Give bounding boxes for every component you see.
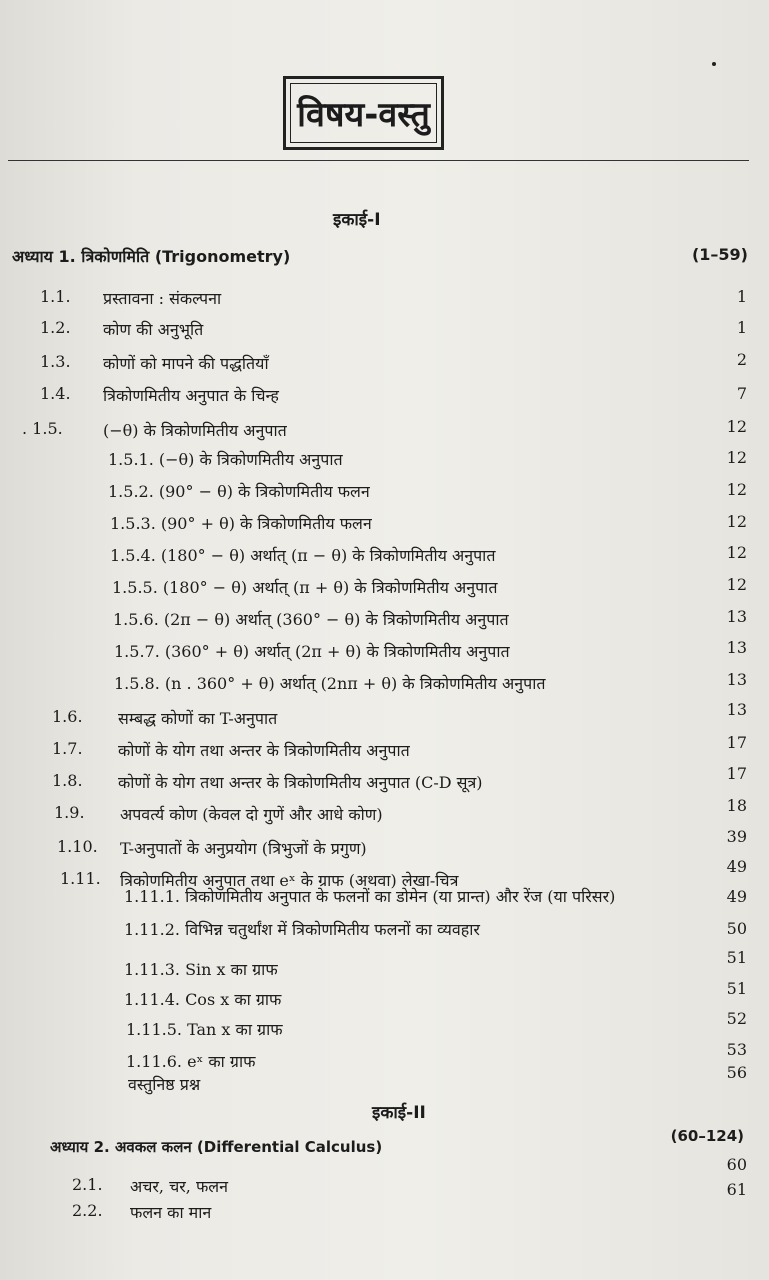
entry-page-number: 17 — [726, 733, 747, 752]
entry-page-number: 60 — [726, 1155, 747, 1174]
entry-title: सम्बद्ध कोणों का T-अनुपात — [118, 709, 278, 728]
entry-title: 1.5.6. (2π − θ) अर्थात् (360° − θ) के त्रिकोणमितीय अनुपात — [113, 610, 509, 629]
entry-title: त्रिकोणमितीय अनुपात तथा eˣ के ग्राफ (अथवा) लेखा-चित्र — [120, 871, 459, 890]
chapter-2-heading — [50, 1127, 744, 1157]
entry-title: 1.5.2. (90° − θ) के त्रिकोणमितीय फलन — [108, 482, 370, 501]
entry-title: प्रस्तावना : संकल्पना — [103, 289, 222, 308]
entry-title: वस्तुनिष्ठ प्रश्न — [128, 1075, 201, 1094]
entry-page-number: 12 — [726, 512, 747, 531]
entry-number: 1.8. — [52, 771, 83, 790]
entry-title: 1.5.8. (n . 360° + θ) अर्थात् (2nπ + θ) के त्रिकोणमितीय अनुपात — [114, 674, 546, 693]
chapter-1-title: अध्याय 1. त्रिकोणमिति (Trigonometry) — [12, 247, 291, 266]
entry-page-number: 53 — [726, 1040, 747, 1059]
entry-page-number: 12 — [726, 448, 747, 467]
entry-title: 1.11.3. Sin x का ग्राफ — [124, 960, 278, 979]
entry-title: अचर, चर, फलन — [130, 1177, 229, 1196]
entry-page-number: 1 — [736, 318, 747, 337]
entry-page-number: 7 — [736, 384, 747, 403]
entry-page-number: 50 — [726, 919, 747, 938]
entry-page-number: 52 — [726, 1009, 747, 1028]
entry-title: फलन का मान — [130, 1203, 212, 1222]
entry-title: 1.11.5. Tan x का ग्राफ — [126, 1020, 283, 1039]
entry-title: 1.11.6. eˣ का ग्राफ — [126, 1052, 256, 1071]
entry-page-number: 61 — [726, 1180, 747, 1199]
entry-page-number: 13 — [726, 700, 747, 719]
chapter-1-range: (1–59) — [691, 245, 748, 264]
page-title: विषय-वस्तु — [297, 95, 430, 135]
entry-title: 1.5.4. (180° − θ) अर्थात् (π − θ) के त्रिकोणमितीय अनुपात — [110, 546, 496, 565]
entry-title: अपवर्त्य कोण (केवल दो गुणें और आधे कोण) — [120, 805, 383, 824]
entry-page-number: 12 — [726, 480, 747, 499]
entry-number: 1.3. — [40, 352, 71, 371]
chapter-2-title: अध्याय 2. अवकल कलन (Differential Calculus) — [50, 1138, 383, 1156]
entry-page-number: 12 — [726, 575, 747, 594]
entry-number: 1.10. — [57, 837, 98, 856]
entry-page-number: 12 — [726, 543, 747, 562]
entry-page-number: 17 — [726, 764, 747, 783]
entry-page-number: 13 — [726, 670, 747, 689]
chapter-2-range: (60–124) — [670, 1127, 744, 1145]
entry-page-number: 2 — [736, 350, 747, 369]
entry-number: 1.6. — [52, 707, 83, 726]
entry-page-number: 49 — [726, 887, 747, 906]
entry-page-number: 18 — [726, 796, 747, 815]
entry-number: 1.2. — [40, 318, 71, 337]
entry-title: कोण की अनुभूति — [103, 320, 204, 339]
unit-1-heading: इकाई-I — [333, 210, 381, 230]
entry-number: 1.4. — [40, 384, 71, 403]
entry-title: 1.5.3. (90° + θ) के त्रिकोणमितीय फलन — [110, 514, 372, 533]
title-box — [283, 76, 444, 150]
entry-page-number: 39 — [726, 827, 747, 846]
entry-title: 1.5.5. (180° − θ) अर्थात् (π + θ) के त्रिकोणमितीय अनुपात — [112, 578, 498, 597]
entry-title: T-अनुपातों के अनुप्रयोग (त्रिभुजों के प्रगुण) — [120, 839, 367, 858]
entry-page-number: 51 — [726, 948, 747, 967]
entry-title: कोणों को मापने की पद्धतियाँ — [103, 354, 269, 373]
entry-page-number: 13 — [726, 638, 747, 657]
entry-page-number: 56 — [726, 1063, 747, 1082]
entry-number: 1.9. — [54, 803, 85, 822]
entry-title: 1.11.4. Cos x का ग्राफ — [124, 990, 282, 1009]
entry-page-number: 49 — [726, 857, 747, 876]
entry-number: . 1.5. — [22, 419, 63, 438]
entry-title: 1.5.1. (−θ) के त्रिकोणमितीय अनुपात — [108, 450, 343, 469]
entry-title: कोणों के योग तथा अन्तर के त्रिकोणमितीय अनुपात — [118, 741, 410, 760]
entry-page-number: 51 — [726, 979, 747, 998]
entry-number: 2.2. — [72, 1201, 103, 1220]
entry-page-number: 1 — [736, 287, 747, 306]
entry-title: 1.5.7. (360° + θ) अर्थात् (2π + θ) के त्रिकोणमितीय अनुपात — [114, 642, 510, 661]
entry-number: 1.1. — [40, 287, 71, 306]
header-rule — [8, 160, 749, 161]
chapter-1-heading — [12, 245, 748, 267]
unit-2-heading: इकाई-II — [372, 1103, 426, 1123]
entry-page-number: 13 — [726, 607, 747, 626]
entry-title: कोणों के योग तथा अन्तर के त्रिकोणमितीय अनुपात (C-D सूत्र) — [118, 773, 483, 792]
entry-title: (−θ) के त्रिकोणमितीय अनुपात — [103, 421, 287, 440]
entry-title: 1.11.2. विभिन्न चतुर्थांश में त्रिकोणमितीय फलनों का व्यवहार — [124, 920, 480, 939]
ink-dot — [712, 62, 716, 66]
entry-page-number: 12 — [726, 417, 747, 436]
entry-number: 2.1. — [72, 1175, 103, 1194]
entry-title: त्रिकोणमितीय अनुपात के चिन्ह — [103, 386, 279, 405]
entry-title: 1.11.1. त्रिकोणमितीय अनुपात के फलनों का डोमेन (या प्रान्त) और रेंज (या परिसर) — [124, 887, 616, 906]
entry-number: 1.7. — [52, 739, 83, 758]
entry-number: 1.11. — [60, 869, 101, 888]
